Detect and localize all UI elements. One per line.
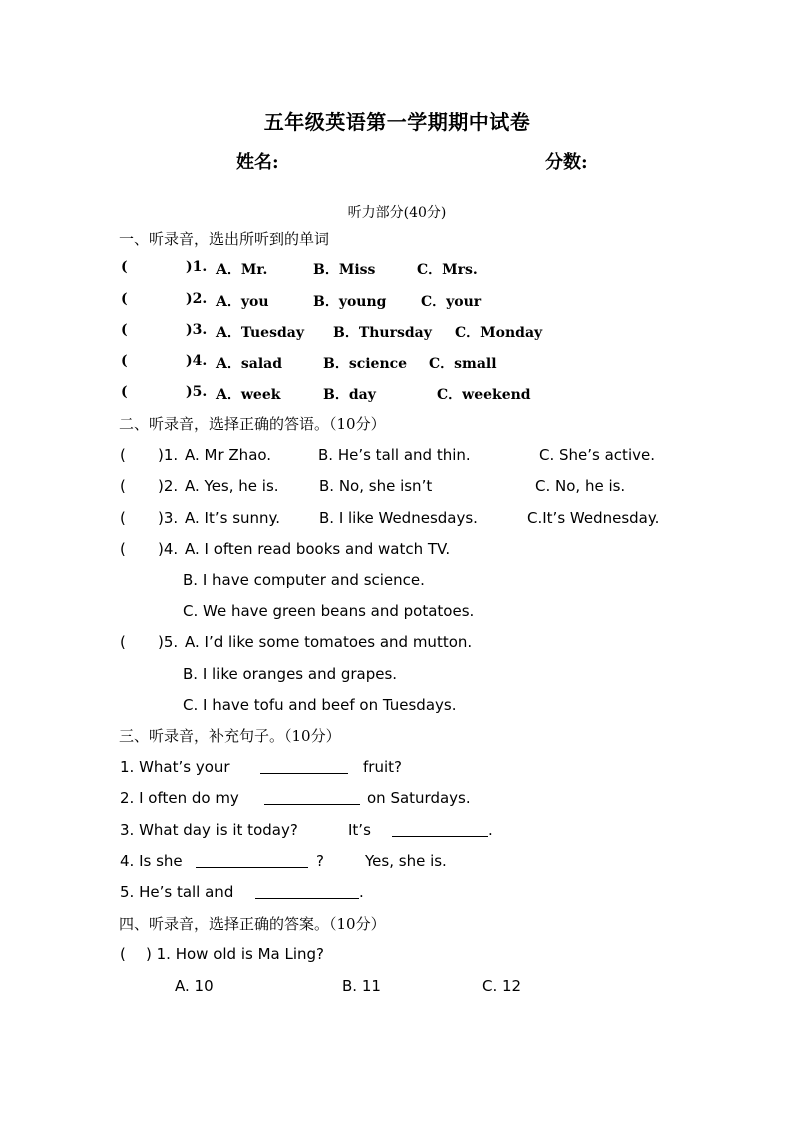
question-number: )3. (186, 322, 208, 338)
question-number: )5. (186, 384, 208, 400)
option-a: A. I often read books and watch TV. (185, 540, 451, 558)
question-number: )3. (158, 509, 179, 527)
option-a: A．you (216, 294, 269, 310)
answer-paren: ( (120, 540, 126, 558)
question-number: )4. (186, 353, 208, 369)
option-b: B．day (323, 387, 376, 403)
option-c: C．small (429, 356, 497, 372)
option-a: A. I’d like some tomatoes and mutton. (185, 633, 473, 651)
sentence-start: 1. What’s your (120, 758, 230, 776)
option-b: B．science (323, 356, 408, 372)
answer-paren: ( (120, 945, 126, 963)
option-b: B. He’s tall and thin. (318, 446, 471, 464)
question-number: )5. (158, 633, 179, 651)
question-number: )2. (186, 291, 208, 307)
section-3-heading: 三、听录音，补充句子。（10分） (119, 727, 341, 745)
option-c: C．Monday (455, 325, 543, 341)
answer-paren: ( (120, 633, 126, 651)
answer-blank[interactable] (264, 789, 360, 809)
question-text: ) 1. How old is Ma Ling? (146, 945, 324, 963)
answer-paren: ( (120, 477, 126, 495)
option-c: C. I have tofu and beef on Tuesdays. (183, 696, 457, 714)
question-number: )1. (158, 446, 179, 464)
option-b: B. 11 (342, 977, 381, 995)
sentence-start: 5. He’s tall and (120, 883, 234, 901)
answer-paren: ( (121, 353, 128, 369)
answer-paren: ( (120, 446, 126, 464)
option-b: B．Miss (313, 262, 376, 278)
option-a: A. Mr Zhao. (185, 446, 272, 464)
part-title: 听力部分(40分) (347, 205, 447, 221)
option-c: C.It’s Wednesday. (527, 509, 660, 527)
sentence-start: 2. I often do my (120, 789, 239, 807)
sentence-end: on Saturdays. (367, 789, 471, 807)
option-b: B. I like Wednesdays. (319, 509, 478, 527)
sentence-end: fruit? (363, 758, 402, 776)
exam-title: 五年级英语第一学期期中试卷 (263, 110, 531, 134)
option-b: B．Thursday (333, 325, 432, 341)
answer-paren: ( (121, 322, 128, 338)
option-a: A. Yes, he is. (185, 477, 279, 495)
option-c: C．your (421, 294, 482, 310)
answer-paren: ( (120, 509, 126, 527)
answer-blank[interactable] (255, 883, 359, 903)
answer-blank[interactable] (392, 821, 488, 841)
section-2-heading: 二、听录音，选择正确的答语。（10分） (119, 415, 386, 433)
sentence-start: 3. What day is it today? (120, 821, 298, 839)
option-c: C．weekend (437, 387, 531, 403)
option-c: C．Mrs. (417, 262, 478, 278)
question-number: )2. (158, 477, 179, 495)
option-b: B. I like oranges and grapes. (183, 665, 398, 683)
section-4-heading: 四、听录音，选择正确的答案。（10分） (119, 915, 386, 933)
sentence-start: 4. Is she (120, 852, 183, 870)
option-a: A．week (216, 387, 281, 403)
option-a: A．Mr. (216, 262, 268, 278)
answer-paren: ( (121, 291, 128, 307)
answer-paren: ( (121, 384, 128, 400)
sentence-mid: It’s (348, 821, 371, 839)
option-a: A. 10 (175, 977, 214, 995)
option-b: B. I have computer and science. (183, 571, 425, 589)
option-b: B．young (313, 294, 387, 310)
question-number: )1. (186, 259, 208, 275)
option-c: C. No, he is. (535, 477, 626, 495)
name-label: 姓名: (236, 152, 279, 173)
question-number: )4. (158, 540, 179, 558)
option-b: B. No, she isn’t (319, 477, 433, 495)
section-1-heading: 一、听录音，选出所听到的单词 (119, 230, 330, 248)
answer-blank[interactable] (260, 758, 348, 778)
score-label: 分数: (545, 152, 588, 173)
option-a: A．Tuesday (216, 325, 304, 341)
option-c: C. 12 (482, 977, 522, 995)
answer-blank[interactable] (196, 852, 308, 872)
sentence-end: . (359, 883, 364, 901)
sentence-end: ? (316, 852, 324, 870)
option-c: C. She’s active. (539, 446, 655, 464)
response: Yes, she is. (365, 852, 447, 870)
sentence-end: . (488, 821, 493, 839)
option-a: A. It’s sunny. (185, 509, 281, 527)
option-c: C. We have green beans and potatoes. (183, 602, 475, 620)
answer-paren: ( (121, 259, 128, 275)
option-a: A．salad (216, 356, 282, 372)
